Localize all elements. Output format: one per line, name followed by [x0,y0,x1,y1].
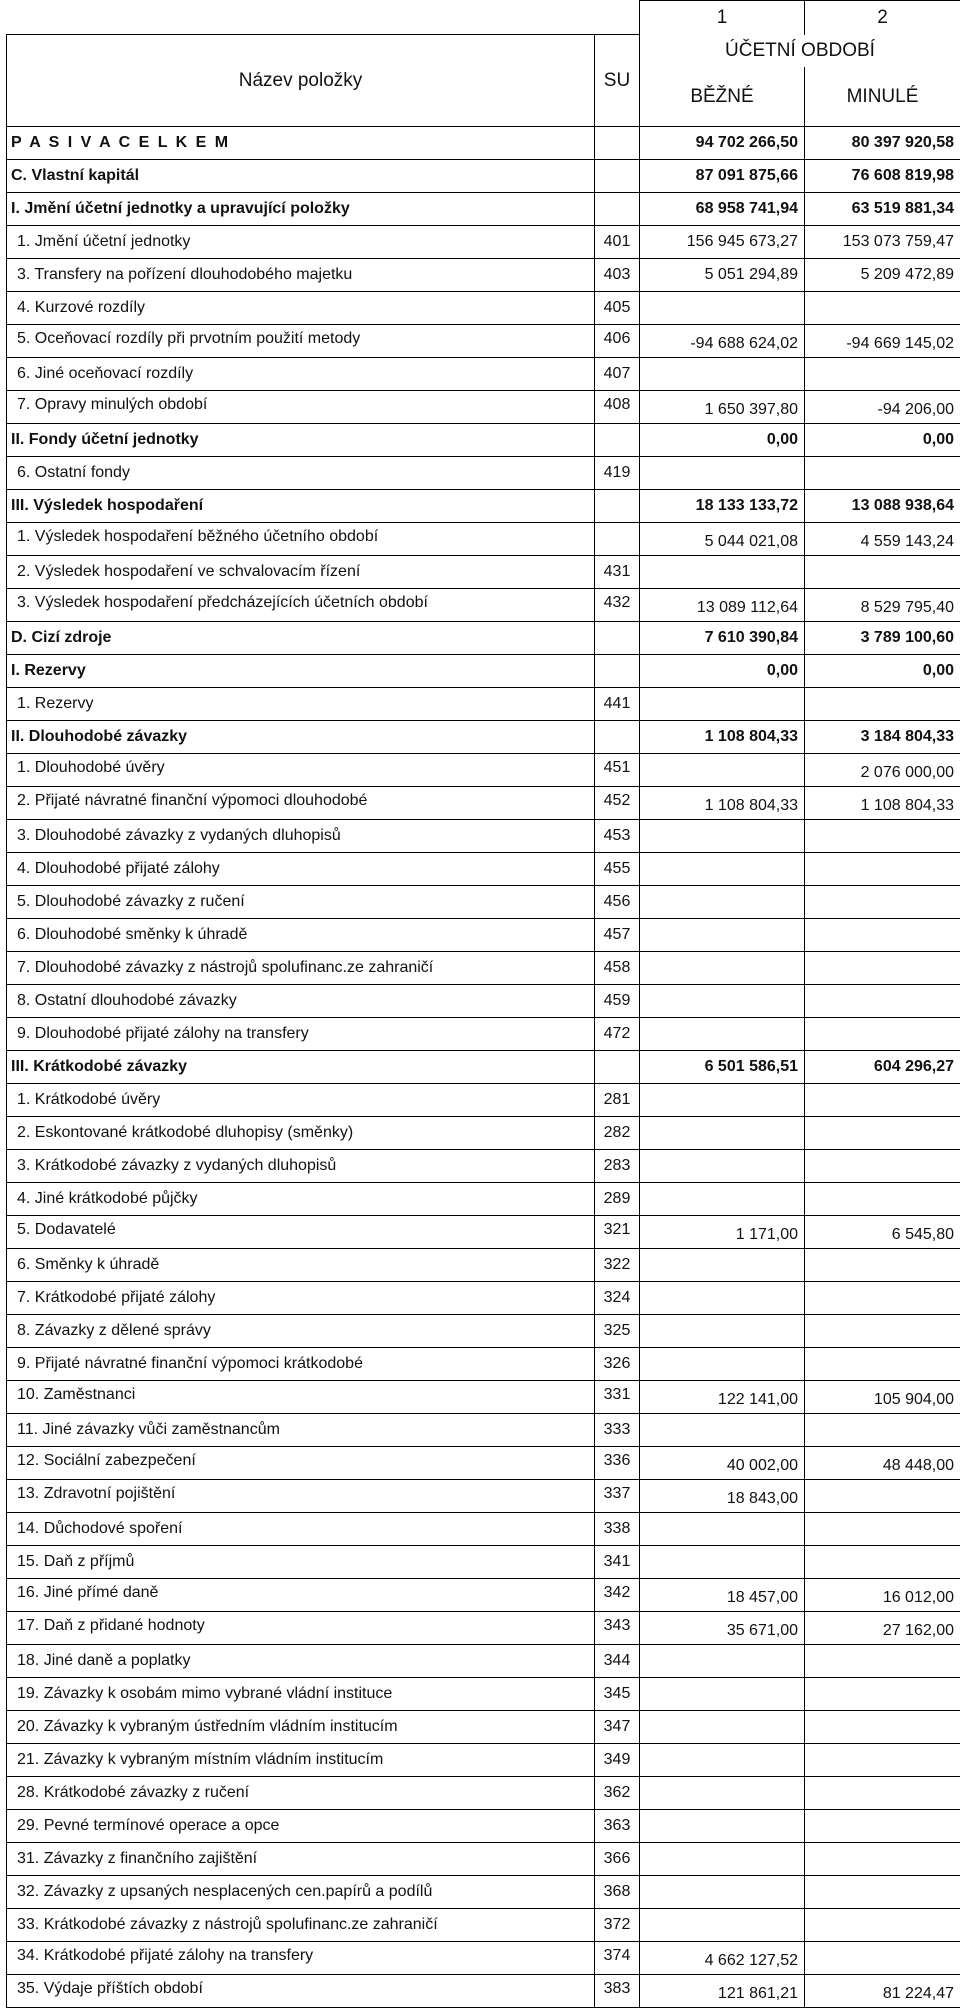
row-previous-value [805,1480,960,1513]
row-current-value [640,1117,805,1150]
row-current-value: 94 702 266,50 [640,127,805,160]
row-su: 368 [595,1876,640,1909]
row-current-value: 13 089 112,64 [640,589,805,622]
row-su: 441 [595,688,640,721]
row-previous-value [805,1150,960,1183]
table-row [7,1150,960,1183]
row-previous-value: 1 108 804,33 [805,787,960,820]
row-name: 9. Dlouhodobé přijaté zálohy na transfery [7,1018,595,1051]
row-name: 1. Rezervy [7,688,595,721]
row-previous-value [805,1183,960,1216]
row-name: III. Krátkodobé závazky [7,1051,595,1084]
row-current-value [640,1843,805,1876]
row-su: 345 [595,1678,640,1711]
row-su: 383 [595,1975,640,2008]
row-previous-value [805,688,960,721]
row-previous-value: 3 184 804,33 [805,721,960,754]
row-current-value: 7 610 390,84 [640,622,805,655]
row-su: 336 [595,1447,640,1480]
row-su: 363 [595,1810,640,1843]
row-current-value [640,292,805,325]
row-name: C. Vlastní kapitál [7,160,595,193]
row-current-value [640,1810,805,1843]
table-row [7,1183,960,1216]
row-previous-value [805,358,960,391]
row-previous-value [805,919,960,952]
row-previous-value: -94 669 145,02 [805,325,960,358]
row-previous-value: 76 608 819,98 [805,160,960,193]
table-row [7,853,960,886]
row-name: 13. Zdravotní pojištění [7,1480,595,1513]
row-name: 11. Jiné závazky vůči zaměstnancům [7,1414,595,1447]
table-row [7,1612,960,1645]
row-current-value: 5 051 294,89 [640,259,805,292]
row-previous-value [805,853,960,886]
row-su: 451 [595,754,640,787]
row-previous-value: 0,00 [805,424,960,457]
row-previous-value: 5 209 472,89 [805,259,960,292]
row-name: II. Fondy účetní jednotky [7,424,595,457]
row-current-value [640,1018,805,1051]
row-current-value: 68 958 741,94 [640,193,805,226]
row-name: 12. Sociální zabezpečení [7,1447,595,1480]
row-previous-value [805,457,960,490]
row-su: 326 [595,1348,640,1381]
row-current-value [640,556,805,589]
row-name: 19. Závazky k osobám mimo vybrané vládní instituce [7,1678,595,1711]
table-row [7,1480,960,1513]
row-name: 4. Dlouhodobé přijaté zálohy [7,853,595,886]
row-current-value: 5 044 021,08 [640,523,805,556]
row-previous-value [805,556,960,589]
row-name: 2. Přijaté návratné finanční výpomoci dlouhodobé [7,787,595,820]
row-current-value [640,853,805,886]
row-su [595,160,640,193]
table-row [7,127,960,160]
row-current-value [640,1315,805,1348]
balance-sheet [6,0,960,2008]
row-su [595,127,640,160]
table-row [7,457,960,490]
row-name: 8. Závazky z dělené správy [7,1315,595,1348]
row-previous-value [805,1513,960,1546]
row-name: 9. Přijaté návratné finanční výpomoci krátkodobé [7,1348,595,1381]
row-previous-value: 3 789 100,60 [805,622,960,655]
row-su: 322 [595,1249,640,1282]
row-su: 401 [595,226,640,259]
name-column-header: Název položky [7,35,595,127]
row-previous-value [805,1876,960,1909]
row-current-value: 18 843,00 [640,1480,805,1513]
row-current-value: 1 108 804,33 [640,787,805,820]
table-row [7,1348,960,1381]
row-su: 453 [595,820,640,853]
table-row [7,1975,960,2008]
row-su: 282 [595,1117,640,1150]
row-su: 457 [595,919,640,952]
row-current-value [640,985,805,1018]
row-name: 6. Směnky k úhradě [7,1249,595,1282]
table-row [7,622,960,655]
table-row [7,1810,960,1843]
row-name: 7. Krátkodobé přijaté zálohy [7,1282,595,1315]
row-name: 5. Oceňovací rozdíly při prvotním použití metody [7,325,595,358]
table-row [7,1414,960,1447]
row-name: I. Rezervy [7,655,595,688]
row-current-value [640,457,805,490]
table-row [7,919,960,952]
row-name: 35. Výdaje příštích období [7,1975,595,2008]
row-su: 343 [595,1612,640,1645]
row-previous-value [805,1810,960,1843]
row-previous-value: -94 206,00 [805,391,960,424]
row-previous-value [805,1909,960,1942]
row-su [595,193,640,226]
row-name: 5. Dlouhodobé závazky z ručení [7,886,595,919]
table-row [7,1381,960,1414]
row-name: 7. Dlouhodobé závazky z nástrojů spolufinanc.ze zahraničí [7,952,595,985]
row-current-value: 35 671,00 [640,1612,805,1645]
table-row [7,952,960,985]
row-su: 372 [595,1909,640,1942]
table-row [7,391,960,424]
row-current-value: 156 945 673,27 [640,226,805,259]
row-su: 325 [595,1315,640,1348]
row-su: 321 [595,1216,640,1249]
table-row [7,1447,960,1480]
row-previous-value: 153 073 759,47 [805,226,960,259]
row-previous-value [805,1942,960,1975]
row-current-value [640,1909,805,1942]
row-previous-value [805,1777,960,1810]
table-row [7,1051,960,1084]
row-current-value [640,886,805,919]
row-name: 18. Jiné daně a poplatky [7,1645,595,1678]
row-previous-value: 13 088 938,64 [805,490,960,523]
row-previous-value [805,1711,960,1744]
row-current-value: 122 141,00 [640,1381,805,1414]
row-previous-value: 604 296,27 [805,1051,960,1084]
table-row [7,226,960,259]
row-su: 341 [595,1546,640,1579]
table-row [7,886,960,919]
row-name: 1. Krátkodobé úvěry [7,1084,595,1117]
row-current-value [640,1711,805,1744]
row-su [595,424,640,457]
table-row [7,1777,960,1810]
row-previous-value [805,1117,960,1150]
table-row [7,1546,960,1579]
row-previous-value: 81 224,47 [805,1975,960,2008]
row-su: 347 [595,1711,640,1744]
row-current-value [640,1150,805,1183]
row-name: 29. Pevné termínové operace a opce [7,1810,595,1843]
row-name: 2. Eskontované krátkodobé dluhopisy (směnky) [7,1117,595,1150]
row-name: 33. Krátkodobé závazky z nástrojů spolufinanc.ze zahraničí [7,1909,595,1942]
row-su: 406 [595,325,640,358]
row-su [595,721,640,754]
col-number-2: 2 [805,1,960,35]
row-current-value [640,820,805,853]
row-name: 4. Jiné krátkodobé půjčky [7,1183,595,1216]
row-current-value [640,1249,805,1282]
row-su: 403 [595,259,640,292]
liabilities-table [6,0,960,2008]
row-previous-value: 48 448,00 [805,1447,960,1480]
row-previous-value [805,292,960,325]
row-current-value [640,1513,805,1546]
row-name: 16. Jiné přímé daně [7,1579,595,1612]
row-current-value [640,1414,805,1447]
row-name: 3. Transfery na pořízení dlouhodobého majetku [7,259,595,292]
row-name: D. Cizí zdroje [7,622,595,655]
table-header [7,1,960,127]
row-previous-value [805,886,960,919]
row-current-value: 6 501 586,51 [640,1051,805,1084]
row-su: 431 [595,556,640,589]
row-previous-value [805,1546,960,1579]
row-current-value [640,1645,805,1678]
row-current-value [640,952,805,985]
table-row [7,556,960,589]
table-row [7,1711,960,1744]
row-current-value: 4 662 127,52 [640,1942,805,1975]
table-row [7,721,960,754]
row-su: 459 [595,985,640,1018]
table-row [7,1315,960,1348]
current-period-header: BĚŽNÉ [640,67,805,127]
table-row [7,1645,960,1678]
table-body [7,127,960,2008]
row-previous-value [805,1282,960,1315]
table-row [7,424,960,457]
row-name: 6. Dlouhodobé směnky k úhradě [7,919,595,952]
table-row [7,1249,960,1282]
row-su: 331 [595,1381,640,1414]
row-name: 3. Výsledek hospodaření předcházejících účetních období [7,589,595,622]
row-su: 349 [595,1744,640,1777]
row-previous-value [805,1843,960,1876]
row-name: 1. Dlouhodobé úvěry [7,754,595,787]
row-previous-value: 4 559 143,24 [805,523,960,556]
row-name: II. Dlouhodobé závazky [7,721,595,754]
row-su [595,1051,640,1084]
row-name: 31. Závazky z finančního zajištění [7,1843,595,1876]
row-su: 333 [595,1414,640,1447]
row-name: 14. Důchodové spoření [7,1513,595,1546]
table-row [7,655,960,688]
row-current-value [640,688,805,721]
row-name: 4. Kurzové rozdíly [7,292,595,325]
row-current-value [640,1744,805,1777]
row-su: 342 [595,1579,640,1612]
row-name: 1. Výsledek hospodaření běžného účetního období [7,523,595,556]
row-su: 344 [595,1645,640,1678]
row-previous-value [805,1744,960,1777]
col-number-1: 1 [640,1,805,35]
row-name: 2. Výsledek hospodaření ve schvalovacím řízení [7,556,595,589]
row-name: 10. Zaměstnanci [7,1381,595,1414]
row-current-value: -94 688 624,02 [640,325,805,358]
row-previous-value [805,1414,960,1447]
row-name: 28. Krátkodobé závazky z ručení [7,1777,595,1810]
table-row [7,1843,960,1876]
row-current-value [640,1546,805,1579]
table-row [7,1084,960,1117]
row-previous-value: 0,00 [805,655,960,688]
table-row [7,1579,960,1612]
table-row [7,1282,960,1315]
row-su [595,622,640,655]
row-previous-value: 8 529 795,40 [805,589,960,622]
row-previous-value: 27 162,00 [805,1612,960,1645]
row-previous-value: 80 397 920,58 [805,127,960,160]
row-previous-value [805,1645,960,1678]
row-current-value [640,919,805,952]
row-su: 452 [595,787,640,820]
row-name: 7. Opravy minulých období [7,391,595,424]
row-name: 8. Ostatní dlouhodobé závazky [7,985,595,1018]
row-name: 20. Závazky k vybraným ústředním vládním institucím [7,1711,595,1744]
row-current-value: 1 650 397,80 [640,391,805,424]
row-name: 15. Daň z příjmů [7,1546,595,1579]
row-current-value [640,1348,805,1381]
row-name: I. Jmění účetní jednotky a upravující položky [7,193,595,226]
row-name: 1. Jmění účetní jednotky [7,226,595,259]
row-su: 281 [595,1084,640,1117]
row-previous-value: 63 519 881,34 [805,193,960,226]
table-row [7,358,960,391]
row-name: 6. Ostatní fondy [7,457,595,490]
row-current-value: 0,00 [640,655,805,688]
row-name: 32. Závazky z upsaných nesplacených cen.papírů a podílů [7,1876,595,1909]
row-su: 456 [595,886,640,919]
row-su: 337 [595,1480,640,1513]
row-name: 3. Krátkodobé závazky z vydaných dluhopisů [7,1150,595,1183]
row-su: 458 [595,952,640,985]
row-current-value [640,1084,805,1117]
row-su: 407 [595,358,640,391]
table-row [7,259,960,292]
row-su: 455 [595,853,640,886]
row-current-value [640,358,805,391]
row-name: 17. Daň z přidané hodnoty [7,1612,595,1645]
row-previous-value [805,820,960,853]
table-row [7,1117,960,1150]
row-current-value [640,1876,805,1909]
row-previous-value [805,1249,960,1282]
su-column-header: SU [595,35,640,127]
table-row [7,754,960,787]
row-name: 34. Krátkodobé přijaté zálohy na transfery [7,1942,595,1975]
row-previous-value [805,952,960,985]
row-su [595,655,640,688]
row-previous-value: 2 076 000,00 [805,754,960,787]
row-su: 405 [595,292,640,325]
table-row [7,325,960,358]
table-row [7,193,960,226]
row-su: 338 [595,1513,640,1546]
row-name: 21. Závazky k vybraným místním vládním institucím [7,1744,595,1777]
row-current-value: 18 133 133,72 [640,490,805,523]
row-su: 324 [595,1282,640,1315]
row-su: 432 [595,589,640,622]
table-row [7,1942,960,1975]
table-row [7,688,960,721]
row-current-value [640,1678,805,1711]
table-row [7,1018,960,1051]
row-current-value [640,1777,805,1810]
table-row [7,985,960,1018]
row-previous-value [805,1315,960,1348]
table-row [7,160,960,193]
row-current-value: 1 171,00 [640,1216,805,1249]
row-previous-value: 105 904,00 [805,1381,960,1414]
row-current-value: 121 861,21 [640,1975,805,2008]
row-previous-value: 16 012,00 [805,1579,960,1612]
row-current-value: 1 108 804,33 [640,721,805,754]
table-row [7,523,960,556]
row-su: 289 [595,1183,640,1216]
table-row [7,490,960,523]
row-name: III. Výsledek hospodaření [7,490,595,523]
row-previous-value [805,1084,960,1117]
period-header: ÚČETNÍ OBDOBÍ [640,35,960,67]
row-current-value: 18 457,00 [640,1579,805,1612]
table-row [7,1513,960,1546]
table-row [7,820,960,853]
row-su [595,490,640,523]
row-previous-value: 6 545,80 [805,1216,960,1249]
row-su [595,523,640,556]
row-current-value [640,1183,805,1216]
row-su: 374 [595,1942,640,1975]
row-name: 6. Jiné oceňovací rozdíly [7,358,595,391]
row-previous-value [805,1018,960,1051]
table-row [7,589,960,622]
table-row [7,1744,960,1777]
row-su: 283 [595,1150,640,1183]
row-name: 3. Dlouhodobé závazky z vydaných dluhopisů [7,820,595,853]
previous-period-header: MINULÉ [805,67,960,127]
table-row [7,292,960,325]
table-row [7,1678,960,1711]
row-name: 5. Dodavatelé [7,1216,595,1249]
table-row [7,1216,960,1249]
row-current-value: 87 091 875,66 [640,160,805,193]
row-previous-value [805,1678,960,1711]
row-su: 419 [595,457,640,490]
row-su: 408 [595,391,640,424]
row-previous-value [805,1348,960,1381]
row-name: P A S I V A C E L K E M [7,127,595,160]
row-su: 362 [595,1777,640,1810]
table-row [7,787,960,820]
row-su: 472 [595,1018,640,1051]
row-previous-value [805,985,960,1018]
row-su: 366 [595,1843,640,1876]
row-current-value: 0,00 [640,424,805,457]
table-row [7,1876,960,1909]
row-current-value [640,754,805,787]
row-current-value: 40 002,00 [640,1447,805,1480]
table-row [7,1909,960,1942]
row-current-value [640,1282,805,1315]
